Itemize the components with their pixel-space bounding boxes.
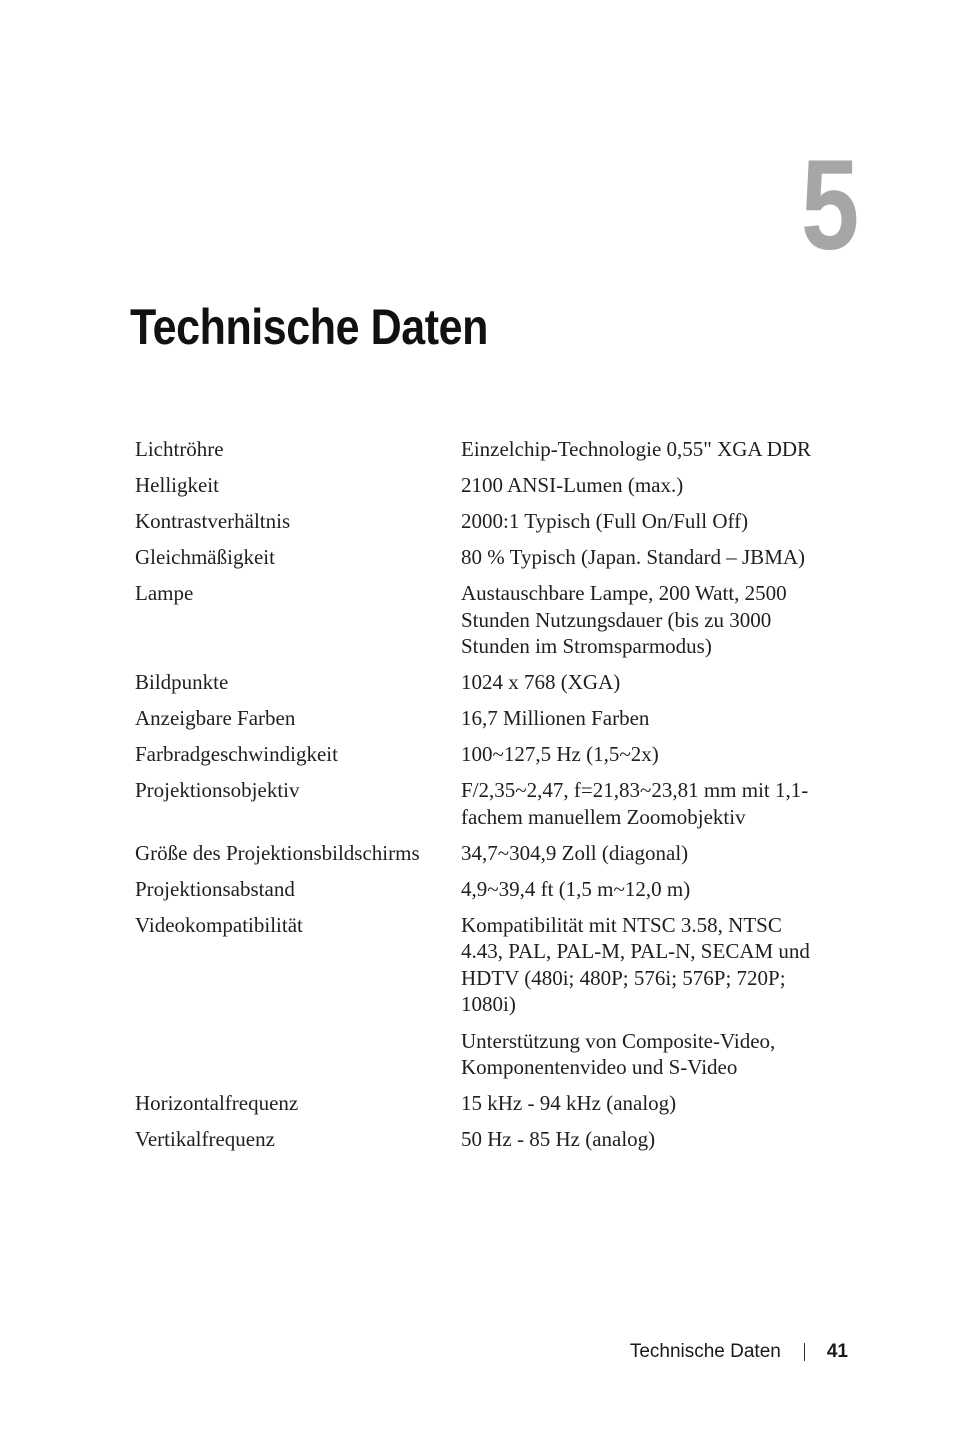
spec-value <box>461 741 825 768</box>
spec-label: Projektionsabstand <box>135 876 295 901</box>
spec-value-text: 2100 ANSI-Lumen (max.) <box>461 473 684 497</box>
spec-value-text: 100~127,5 Hz (1,5~2x) <box>461 742 659 766</box>
spec-value-text: Unterstützung von Composite-Video, Komponentenvideo und S-Video <box>461 1028 776 1079</box>
spec-value <box>461 1090 825 1117</box>
spec-label: Videokompatibilität <box>135 912 303 937</box>
spec-label: Helligkeit <box>135 473 219 497</box>
spec-label: Bildpunkte <box>135 670 229 694</box>
spec-table <box>135 436 825 1162</box>
spec-label: Farbradgeschwindigkeit <box>135 742 338 766</box>
spec-row-lampe <box>135 580 825 660</box>
spec-value-text: 4,9~39,4 ft (1,5 m~12,0 m) <box>461 876 691 901</box>
spec-row-gleichmaessigkeit <box>135 544 825 571</box>
spec-value-text: Austauschbare Lampe, 200 Watt, 2500 Stunden Nutzungsdauer (bis zu 3000 Stunden im Stromsparmodus) <box>461 581 787 658</box>
spec-row-bildschirmgroesse <box>135 840 825 867</box>
spec-row-lichtroehre <box>135 436 825 463</box>
spec-row-abstand <box>135 876 825 903</box>
spec-label: Kontrastverhältnis <box>135 509 291 533</box>
spec-label: Horizontalfrequenz <box>135 1091 299 1115</box>
spec-value-text: 2000:1 Typisch (Full On/Full Off) <box>461 509 749 533</box>
footer-section-title: Technische Daten <box>629 1341 781 1362</box>
spec-value <box>461 912 825 1081</box>
spec-value-text: Kompatibilität mit NTSC 3.58, NTSC 4.43, PAL, PAL-M, PAL-N, SECAM und HDTV (480i; 480P; 576i; 576P; 720P; 1080i) <box>461 912 810 1016</box>
spec-label: Lichtröhre <box>135 437 224 461</box>
spec-value-text: 80 % Typisch (Japan. Standard – JBMA) <box>461 545 806 569</box>
spec-value-text: 15 kHz - 94 kHz (analog) <box>461 1091 677 1115</box>
spec-value <box>461 472 825 499</box>
spec-value-text: 16,7 Millionen Farben <box>461 706 650 730</box>
spec-row-kontrast <box>135 508 825 535</box>
spec-row-video <box>135 912 825 1081</box>
spec-row-helligkeit <box>135 472 825 499</box>
spec-row-vertikal <box>135 1126 825 1153</box>
page-footer <box>630 1341 848 1363</box>
spec-value-text: 1024 x 768 (XGA) <box>461 670 621 694</box>
spec-value <box>461 840 825 867</box>
spec-value <box>461 1126 825 1153</box>
spec-value-text: F/2,35~2,47, f=21,83~23,81 mm mit 1,1-fachem manuellem Zoomobjektiv <box>461 778 809 829</box>
spec-row-farben <box>135 705 825 732</box>
spec-label: Lampe <box>135 581 194 605</box>
spec-row-horizontal <box>135 1090 825 1117</box>
chapter-title: Technische Daten <box>130 299 488 355</box>
spec-value <box>461 436 825 463</box>
spec-label: Anzeigbare Farben <box>135 706 296 730</box>
page-number: 41 <box>826 1341 848 1362</box>
spec-value <box>461 669 825 696</box>
spec-label: Gleichmäßigkeit <box>135 545 275 569</box>
spec-value <box>461 777 825 830</box>
spec-row-farbrad <box>135 741 825 768</box>
spec-value-text: 34,7~304,9 Zoll (diagonal) <box>461 840 689 865</box>
footer-divider <box>804 1343 805 1361</box>
spec-value <box>461 705 825 732</box>
spec-value <box>461 580 825 660</box>
spec-value <box>461 544 825 571</box>
spec-label: Vertikalfrequenz <box>135 1127 275 1151</box>
spec-label: Projektionsobjektiv <box>135 778 300 802</box>
chapter-number: 5 <box>800 134 859 277</box>
spec-value-text: Einzelchip-Technologie 0,55" XGA DDR <box>461 437 812 461</box>
spec-label: Größe des Projektionsbildschirms <box>135 840 420 865</box>
spec-value <box>461 508 825 535</box>
spec-row-objektiv <box>135 777 825 830</box>
spec-value <box>461 876 825 903</box>
spec-value-text: 50 Hz - 85 Hz (analog) <box>461 1127 656 1151</box>
spec-row-bildpunkte <box>135 669 825 696</box>
